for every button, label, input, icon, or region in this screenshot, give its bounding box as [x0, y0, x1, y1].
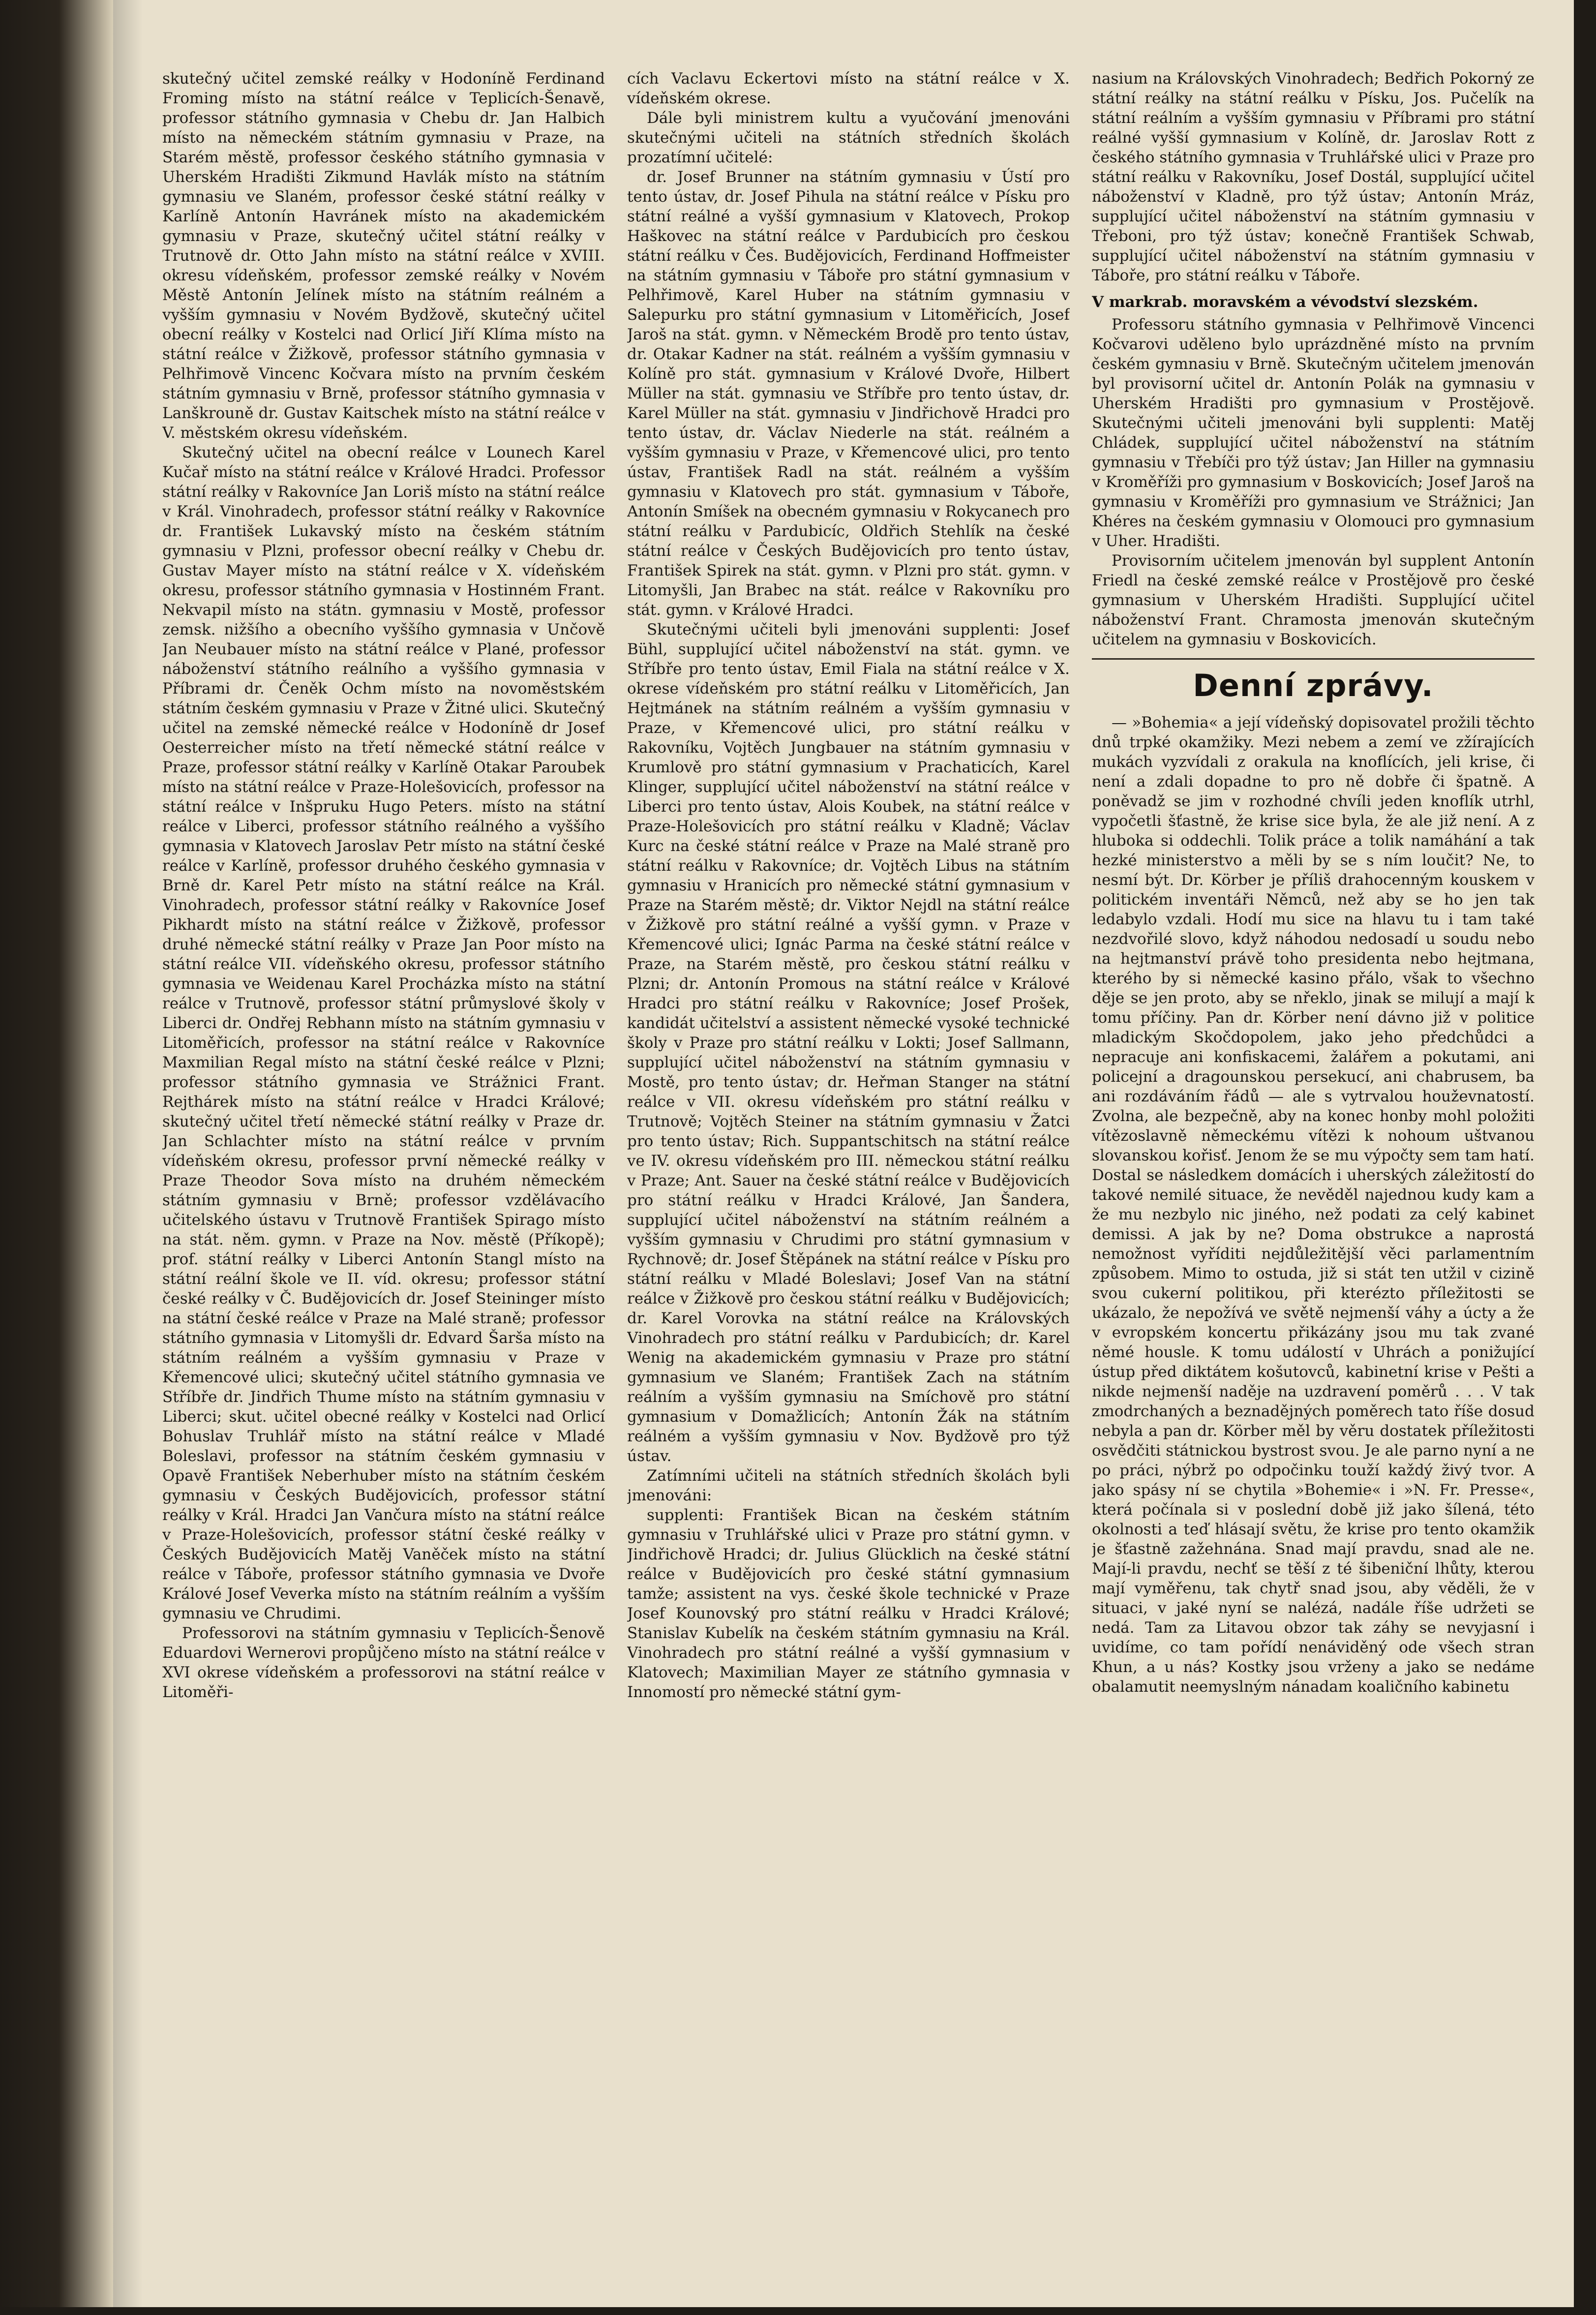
col1-para-2: Skutečný učitel na obecní reálce v Lounech Karel Kučař místo na státní reálce v Králové Hradci. Professor státní reálky v Rakovníce Jan Loriš místo na státní reálce v Král. Vinohradech, professor státní reálky v Rakovníce dr. František Lukavský místo na českém státním gymnasiu v Plzni, professor obecní reálky v Chebu dr. Gustav Mayer místo na státní reálce v X. vídeňském okresu, professor státního gymnasia v Hostinném Frant. Nekvapil místo na státn. gymnasiu v Mostě, professor zemsk. nižšího a obecního vyššího gymnasia v Unčově Jan Neubauer místo na státní reálce v Plané, professor náboženství státního reálního a vyššího gymnasia v Příbrami dr. Čeněk Ochm místo na novoměstském státním českém gymnasiu v Praze v Žitné ulici. Skutečný učitel na zemské německé reálce v Hodoníně dr Josef Oesterreicher místo na třetí německé státní reálce v Praze, professor státní reálky v Karlíně Otakar Paroubek místo na státní reálce v Praze-Holešovicích, professor na státní reálce v Inšpruku Hugo Peters. místo na státní reálce v Liberci, professor státního reálného a vyššího gymnasia v Klatovech Jaroslav Petr místo na státní české reálce v Karlíně, professor druhého českého gymnasia v Brně dr. Karel Petr místo na státní reálce na Král. Vinohradech, professor státní reálky v Rakovníce Josef Pikhardt místo na státní reálce v Žižkově, professor druhé německé státní reálky v Praze Jan Poor místo na státní reálce VII. vídeňského okresu, professor státního gymnasia ve Weidenau Karel Procházka místo na státní reálce v Trutnově, professor státní průmyslové školy v Liberci dr. Ondřej Rebhann místo na státním gymnasiu v Litoměřicích, professor na státní reálce v Rakovníce Maxmilian Regal místo na státní české reálce v Plzni; professor státního gymnasia ve Strážnici Frant. Rejthárek místo na státní reálce v Hradci Králové; skutečný učitel třetí německé státní reálky v Praze dr. Jan Schlachter místo na státní reálce v prvním vídeňském okresu, professor první německé reálky v Praze Theodor Sova místo na druhém německém státním gymnasiu v Brně; professor vzdělávacího učitelského ústavu v Trutnově František Spirago místo na stát. něm. gymn. v Praze na Nov. městě (Příkopě); prof. státní reálky v Liberci Antonín Stangl místo na státní reální škole ve II. víd. okresu; professor státní české reálky v Č. Budějovicích dr. Josef Steininger místo na státní české reálce v Praze na Malé straně; professor státního gymnasia v Litomyšli dr. Edvard Šarša místo na státním reálném a vyšším gymnasiu v Praze v Křemencové ulici; skutečný učitel státního gymnasia ve Stříbře dr. Jindřich Thume místo na státním gymnasiu v Liberci; skut. učitel obecné reálky v Kostelci nad Orlicí Bohuslav Truhlář místo na státní reálce v Mladé Boleslavi, professor na státním českém gymnasiu v Opavě František Neberhuber místo na státním českém gymnasiu v Českých Budějovicích, professor státní reálky v Král. Hradci Jan Vančura místo na státní reálce v Praze-Holešovicích, professor státní české reálky v Českých Budějovicích Matěj Vaněček místo na státní reálce v Táboře, professor státního gymnasia ve Dvoře Králové Josef Veverka místo na státním reálním a vyšším gymnasiu ve Chrudimi. — [162, 444, 605, 1622]
col3-para-4: — »Bohemia« a její vídeňský dopisovatel prožili těchto dnů trpké okamžiky. Mezi nebem a zemí ve zžírajících mukách vyzvídali z orakula na knoflících, jeli krise, či není a zdali dopadne to pro ně dobře či špatně. A poněvadž se jim v rozhodné chvíli jeden knoflík utrhl, vypočetli šťastně, že krise sice byla, že ale již není. A z hluboka si oddechli. Tolik práce a tolik namáhání a tak hezké ministerstvo a měli by se s ním loučit? Ne, to nesmí být. Dr. Körber je příliš drahocenným kouskem v politickém inventáři Němců, než aby se ho jen tak ledabylo vzdali. Hodí mu sice na hlavu tu i tam také nezdvořilé slovo, když náhodou nedosadí u soudu nebo na hejtmanství právě toho presidenta nebo hejtmana, kterého by si německé kasino přálo, však to všechno děje se jen proto, aby se nřeklo, jinak se milují a mají k tomu příčiny. Pan dr. Körber není dávno již v politice mladickým Skočdopolem, jako jeho předchůdci a nepracuje ani konfiskacemi, žalářem a pokutami, ani policejní a dragounskou persekucí, ani chabrusem, ba ani rozdáváním řádů — ale s vytrvalou houževnatostí. Zvolna, ale bezpečně, aby na konec honby mohl položiti vítězoslavně německému vítězi k nohoum uštvanou slovanskou kořisť. Jenom že se mu výpočty sem tam hatí. Dostal se následkem domácích i uherských záležitostí do takové nemilé situace, že nevěděl najednou kudy kam a že mu nezbylo nic jiného, než podati za celý kabinet demissi. A jak by ne? Doma obstrukce a naprostá nemožnost vyříditi nejdůležitější věci parlamentním způsobem. Mimo to ostuda, již si stát ten utžil v cizině svou cukerní politikou, při kterézto příležitosti se ukázalo, že nepožívá ve světě nejmenší váhy a úcty a že v evropském koncertu přikázány jsou mu tak zvané němé housle. K tomu událostí v Uhrách a ponižující ústup před diktátem košutovců, kabinetní krise v Pešti a nikde nejmenší naděje na uzdravení poměrů . . . V tak zmodrchaných a beznadějných poměrech tato říše dosud nebyla a pan dr. Körber měl by věru dostatek příležitosti osvědčiti státnickou bystrost svou. Je ale parno nyní a ne po práci, nýbrž po odpočinku touží každý živý tvor. A jako spásy ní se chytila »Bohemie« i »N. Fr. Presse«, která počínala si v poslední době již jako šílená, této okolnosti a teď hlásají světu, že krise pro tento okamžik je šťastně zažehnána. Snad mají pravdu, snad ale ne. Mají-li pravdu, nechť se těší z té šibeniční lhůty, kterou mají vyměřenu, tak chytř snad jsou, aby věděli, že v situaci, v jaké nyní se nalézá, nadále říše udržeti se nedá. Tam za Litavou obzor tak záhy se nevyjasní i uvidíme, co tam pořídí nenáviděný ode všech stran Khun, a u nás? Kostky jsou vrženy a jako se nedáme obalamutit neemyslným nánadam koaličního kabinetu — [1092, 714, 1535, 1696]
section-heading-moravia: V markrab. moravském a vévodství slezském. — [1092, 293, 1478, 311]
col2-para-2: Dále byli ministrem kultu a vyučování jmenováni skutečnými učiteli na státních středních školách prozatímní učitelé: — [627, 109, 1070, 166]
col3-para-1: nasium na Královských Vinohradech; Bedřich Pokorný ze státní reálky na státní reálku v Písku, Jos. Pučelík na státní reálním a vyšším gymnasiu v Příbrami pro státní reálné vyšší gymnasium v Kolíně, dr. Jaroslav Rott z českého státního gymnasia v Truhlářské ulici v Praze pro státní reálku v Rakovníku, Josef Dostál, supplující učitel náboženství v Kladně, pro týž ústav; Antonín Mráz, supplující učitel náboženství na státním gymnasiu v Třeboni, pro týž ústav; konečně František Schwab, supplující učitel náboženství na státním gymnasiu v Táboře, pro státní reálku v Táboře. — [1092, 70, 1535, 284]
col2-para-5: Zatímními učiteli na státních středních školách byli jmenováni: — [627, 1467, 1070, 1504]
col2-para-3: dr. Josef Brunner na státním gymnasiu v Ústí pro tento ústav, dr. Josef Pihula na státní reálce v Písku pro státní reálné a vyšší gymnasium v Klatovech, Prokop Haškovec na státní reálce v Pardubicích pro českou státní reálku v Čes. Budějovicích, Ferdinand Hoffmeister na státním gymnasiu v Táboře pro státní gymnasium v Pelhřimově, Karel Huber na státním gymnasiu v Salepurku pro státní gymnasium v Litoměřicích, Josef Jaroš na stát. gymn. v Německém Brodě pro tento ústav, dr. Otakar Kadner na stát. reálném a vyšším gymnasiu v Kolíně pro stát. gymnasium v Králové Dvoře, Hilbert Müller na stát. gymnasiu ve Stříbře pro tento ústav, dr. Karel Müller na stát. gymnasiu v Jindřichově Hradci pro tento ústav, dr. Václav Niederle na stát. reálném a vyšším gymnasiu v Praze, v Křemencové ulici, pro tento ústav, František Radl na stát. reálném a vyšším gymnasiu v Klatovech pro stát. gymnasium v Táboře, Antonín Smíšek na obecném gymnasiu v Rokycanech pro státní reálku v Pardubicíc, Oldřich Stehlík na české státní reálce v Českých Budějovicích pro tento ústav, František Spirek na stát. gymn. v Plzni pro stát. gymn. v Litomyšli, Jan Brabec na stát. reálce v Rakovníku pro stát. gymn. v Králové Hradci. — [627, 168, 1070, 619]
news-heading: Denní zprávy. — [1193, 668, 1434, 703]
col3-para-3: Provisorním učitelem jmenován byl supplent Antonín Friedl na české zemské reálce v Prostějově pro české gymnasium v Uherském Hradišti. Supplující učitel náboženství Frant. Chramosta jmenován skutečným učitelem na gymnasiu v Boskovicích. — [1092, 552, 1535, 648]
column-2 — [627, 69, 1070, 2248]
column-grid — [162, 69, 1535, 2248]
col2-para-4: Skutečnými učiteli byli jmenováni supplenti: Josef Bühl, supplující učitel náboženství na stát. gymn. ve Stříbře pro tento ústav, Emil Fiala na státní reálce v X. okrese vídeňském pro státní reálku v Litoměřicích, Jan Hejtmánek na státním reálném a vyšším gymnasiu v Praze, v Křemencové ulici, pro státní reálku v Rakovníku, Vojtěch Jungbauer na státním gymnasiu v Krumlově pro státní gymnasium v Prachaticích, Karel Klinger, supplující učitel náboženství na státní reálce v Liberci pro tento ústav, Alois Koubek, na státní reálce v Praze-Holešovicích pro státní reálku v Kladně; Václav Kurc na české státní reálce v Praze na Malé straně pro státní reálku v Rakovníce; dr. Vojtěch Libus na státním gymnasiu v Hranicích pro německé státní gymnasium v Praze na Starém městě; dr. Viktor Nejdl na státní reálce v Žižkově pro státní reálné a vyšší gymn. v Praze v Křemencové ulici; Ignác Parma na české státní reálce v Praze, na Starém městě, pro českou státní reálku v Plzni; dr. Antonín Promous na státní reálce v Králové Hradci pro státní reálku v Rakovníce; Josef Prošek, kandidát učitelství a assistent německé vysoké technické školy v Praze pro státní reálku v Lokti; Josef Sallmann, supplující učitel náboženství na státním gymnasiu v Mostě, pro tento ústav; dr. Heřman Stanger na státní reálce v VII. okresu vídeňském pro státní reálku v Trutnově; Vojtěch Steiner na státním gymnasiu v Žatci pro tento ústav; Rich. Suppantschitsch na státní reálce ve IV. okresu vídeňském pro III. německou státní reálku v Praze; Ant. Sauer na české státní reálce v Budějovicích pro státní reálku v Hradci Králové, Jan Šandera, supplující učitel náboženství na státním reálném a vyšším gymnasiu v Chrudimi pro státní gymnasium v Rychnově; dr. Josef Štěpánek na státní reálce v Písku pro státní reálku v Mladé Boleslavi; Josef Van na státní reálce v Žižkově pro českou státní reálku v Budějovicích; dr. Karel Vorovka na státní reálce na Královských Vinohradech pro státní reálku v Pardubicích; dr. Karel Wenig na akademickém gymnasiu v Praze pro státní gymnasium ve Slaném; František Zach na státním reálním a vyšším gymnasiu na Smíchově pro státní gymnasium v Domažlicích; Antonín Žák na státním reálném a vyšším gymnasiu v Nov. Bydžově pro týž ústav. — [627, 621, 1070, 1465]
section-divider — [1092, 658, 1535, 660]
column-1 — [162, 69, 605, 2248]
col2-para-1: cích Vaclavu Eckertovi místo na státní reálce v X. vídeňském okrese. — [627, 70, 1070, 107]
col1-para-3: Professorovi na státním gymnasiu v Teplicích-Šenově Eduardovi Wernerovi propůjčeno místo na státní reálce v XVI okrese vídeňském a professorovi na státní reálce v Litoměři- — [162, 1624, 605, 1701]
col2-para-6: supplenti: František Bican na českém státním gymnasiu v Truhlářské ulici v Praze pro státní gymn. v Jindřichově Hradci; dr. Julius Glücklich na české státní reálce v Budějovicích pro české státní gymnasium tamže; assistent na vys. české škole technické v Praze Josef Kounovský pro státní reálku v Hradci Králové; Stanislav Kubelík na českém státním gymnasiu na Král. Vinohradech pro státní reálné a vyšší gymnasium v Klatovech; Maximilian Mayer ze státního gymnasia v Innomostí pro německé státní gym- — [627, 1506, 1070, 1701]
column-3 — [1092, 69, 1535, 2248]
col1-para-1: skutečný učitel zemské reálky v Hodoníně Ferdinand Froming místo na státní reálce v Teplicích-Šenavě, professor státního gymnasia v Chebu dr. Jan Halbich místo na německém státním gymnasiu v Praze, na Starém městě, professor českého státního gymnasia v Uherském Hradišti Zikmund Havlák místo na státním gymnasiu ve Slaném, professor české státní reálky v Karlíně Antonín Havránek místo na akademickém gymnasiu v Praze, skutečný učitel státní reálky v Trutnově dr. Otto Jahn místo na státní reálce v XVIII. okresu vídeňském, professor zemské reálky v Novém Městě Antonín Jelínek místo na státním reálném a vyšším gymnasiu v Novém Bydžově, skutečný učitel obecní reálky v Kostelci nad Orlicí Jiří Klíma místo na státní reálce v Žižkově, professor státního gymnasia v Pelhřimově Vincenc Kočvara místo na prvním českém státním gymnasiu v Brně, professor státního gymnasia v Lanškrouně dr. Gustav Kaitschek místo na státní reálce v V. městském okresu vídeňském. — [162, 70, 605, 442]
col3-para-2: Professoru státního gymnasia v Pelhřimově Vincenci Kočvarovi uděleno bylo uprázdněné místo na prvním českém gymnasiu v Brně. Skutečným učitelem jmenován byl provisorní učitel dr. Antonín Polák na gymnasiu v Uherském Hradišti pro gymnasium v Prostějově. Skutečnými učiteli jmenováni byli supplenti: Matěj Chládek, supplující učitel náboženství na státním gymnasiu v Třebíči pro týž ústav; Jan Hiller na gymnasiu v Kroměříži pro gymnasium v Boskovicích; Josef Jaroš na gymnasiu v Kroměříži pro gymnasium ve Strážnici; Jan Khéres na českém gymnasiu v Olomouci pro gymnasium v Uher. Hradišti. — [1092, 316, 1535, 550]
